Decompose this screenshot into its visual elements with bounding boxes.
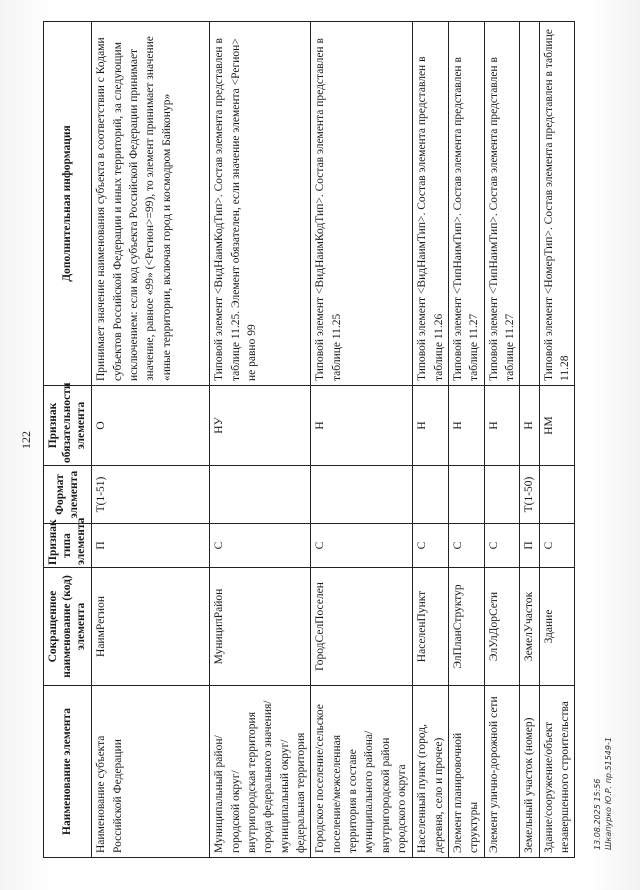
cell-code: ЗемелУчасток	[520, 568, 539, 686]
cell-required: НМ	[539, 386, 575, 466]
cell-name: Населенный пункт (город, деревня, село и прочее)	[413, 686, 449, 858]
cell-required: Н	[449, 386, 485, 466]
cell-name: Земельный участок (номер)	[520, 686, 539, 858]
cell-required: О	[92, 386, 210, 466]
cell-type: С	[539, 524, 575, 568]
cell-info: Типовой элемент <ВидНаимТип>. Состав элемента представлен в таблице 11.26	[413, 22, 449, 386]
stamp-signer: Шкапурко Ю.Р. пр.51549-1	[603, 737, 613, 850]
cell-code: ЭлУлДорСети	[484, 568, 520, 686]
cell-code: НаселенПункт	[413, 568, 449, 686]
header-additional-info: Дополнительная информация	[44, 22, 92, 386]
cell-info: Принимает значение наименования субъекта в соответствии с Кодами субъектов Российской Федерации и иных территорий, за следующим исключением: если код субъекта Российской Федерации принимает значение, равное «99» (<Регион>=99), то элемент принимает значение «иные территории, включая город и космодром Байконур»	[92, 22, 210, 386]
cell-name: Элемент улично-дорожной сети	[484, 686, 520, 858]
cell-format	[413, 466, 449, 524]
cell-format	[311, 466, 413, 524]
table-row	[520, 22, 539, 858]
table-row	[413, 22, 449, 858]
cell-name: Муниципальный район/городской округ/внутригородская территория города федерального значения/муниципальный округ/федеральная территория	[210, 686, 311, 858]
header-element-code: Сокращенное наименование (код) элемента	[44, 568, 92, 686]
table-row	[210, 22, 311, 858]
cell-required: Н	[520, 386, 539, 466]
cell-format	[539, 466, 575, 524]
header-element-type: Признак типа элемента	[44, 524, 92, 568]
table-row	[311, 22, 413, 858]
cell-name: Здание/сооружение/объект незавершенного строительства	[539, 686, 575, 858]
header-element-required: Признак обязательности элемента	[44, 386, 92, 466]
cell-info: Типовой элемент <НомерТип>. Состав элемента представлен в таблице 11.28	[539, 22, 575, 386]
table-header-row	[44, 22, 92, 858]
cell-required: НУ	[210, 386, 311, 466]
cell-type: С	[484, 524, 520, 568]
cell-required: Н	[413, 386, 449, 466]
cell-code: МунициπРайон	[210, 568, 311, 686]
cell-format	[484, 466, 520, 524]
cell-type: С	[210, 524, 311, 568]
table-row	[92, 22, 210, 858]
cell-type: С	[413, 524, 449, 568]
cell-code: ЭлПланСтруктур	[449, 568, 485, 686]
cell-required: Н	[311, 386, 413, 466]
page-number: 122	[19, 431, 33, 449]
cell-type: П	[520, 524, 539, 568]
cell-info: Типовой элемент <ВидНаимКодТип>. Состав элемента представлен в таблице 11.25. Элемент обязателен, если значение элемента <Регион> не равно 99	[210, 22, 311, 386]
cell-name: Наименование субъекта Российской Федерации	[92, 686, 210, 858]
cell-info: Типовой элемент <ТипНаимТип>. Состав элемента представлен в таблице 11.27	[484, 22, 520, 386]
cell-format	[449, 466, 485, 524]
cell-format	[210, 466, 311, 524]
table-row	[449, 22, 485, 858]
cell-type: С	[311, 524, 413, 568]
cell-name: Городское поселение/сельское поселение/межселенная территория в составе муниципального района/внутригородской район городского округа	[311, 686, 413, 858]
cell-info	[520, 22, 539, 386]
cell-info: Типовой элемент <ТипНаимТип>. Состав элемента представлен в таблице 11.27	[449, 22, 485, 386]
table-row	[539, 22, 575, 858]
cell-name: Элемент планировочной структуры	[449, 686, 485, 858]
rotated-document-page	[15, 10, 625, 870]
cell-code: ГородСелПоселен	[311, 568, 413, 686]
cell-info: Типовой элемент <ВидНаимКодТип>. Состав элемента представлен в таблице 11.25	[311, 22, 413, 386]
cell-code: Здание	[539, 568, 575, 686]
stamp-date: 13.08.2025 15:56	[593, 778, 602, 850]
elements-table	[43, 21, 575, 858]
header-element-name: Наименование элемента	[44, 686, 92, 858]
cell-format: T(1-50)	[520, 466, 539, 524]
cell-code: НаимРегион	[92, 568, 210, 686]
cell-type: П	[92, 524, 210, 568]
signature-stamp	[593, 737, 615, 850]
cell-required: Н	[484, 386, 520, 466]
cell-format: T(1-51)	[92, 466, 210, 524]
cell-type: С	[449, 524, 485, 568]
header-element-format: Формат элемента	[44, 466, 92, 524]
table-row	[484, 22, 520, 858]
